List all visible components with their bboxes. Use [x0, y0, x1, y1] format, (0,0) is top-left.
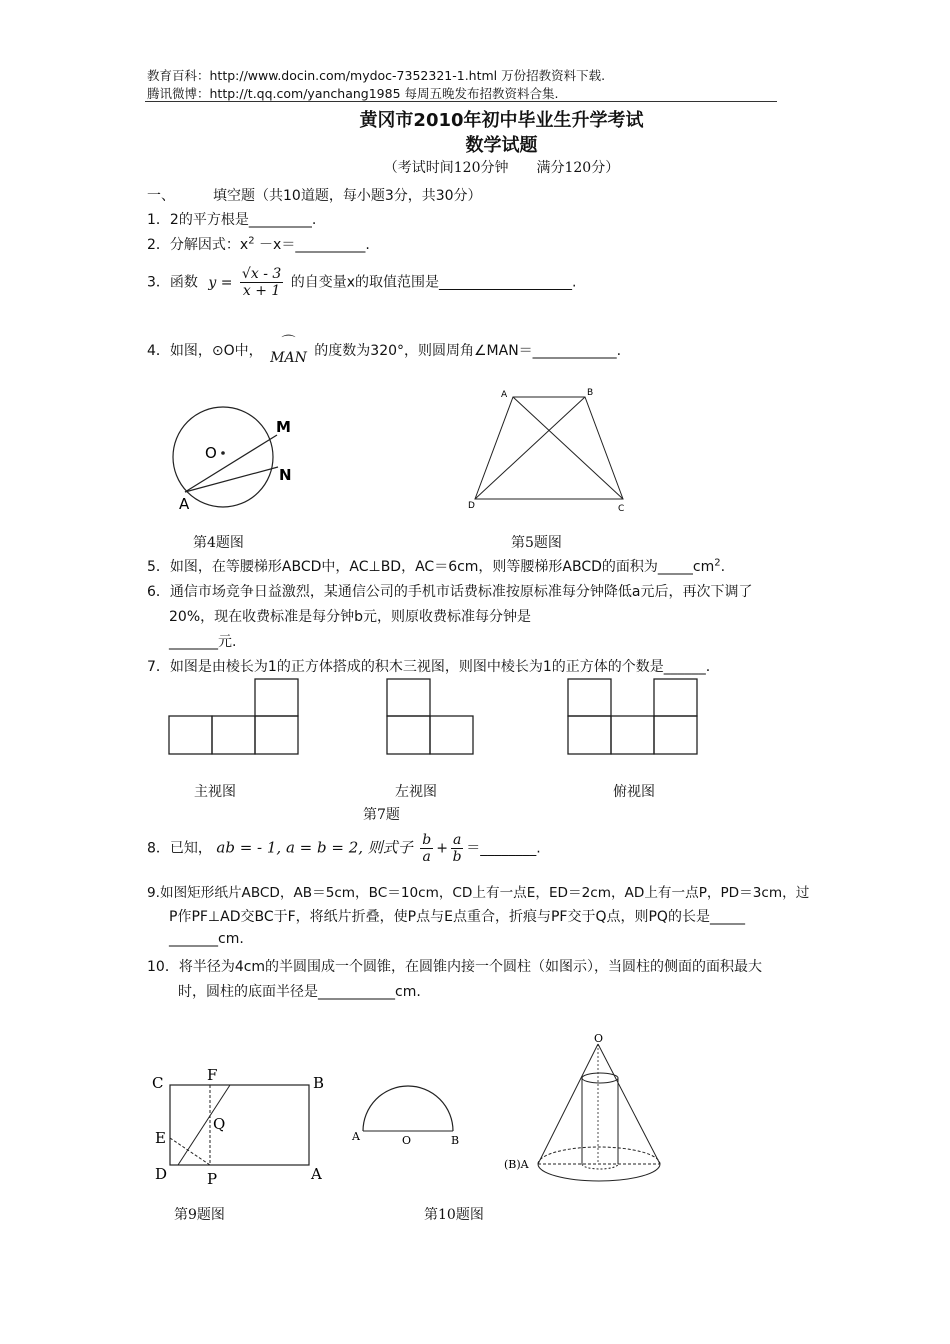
fig9-label-d: D	[155, 1165, 168, 1183]
fig9-label-q: Q	[213, 1115, 226, 1133]
q8-fraction-1	[420, 832, 433, 865]
q5-text: 5．如图，在等腰梯形ABCD中，AC⊥BD，AC＝6cm，则等腰梯形ABCD的面积为_____cm	[147, 559, 715, 575]
fig7-front-label: 主视图	[194, 784, 236, 800]
exam-info: （考试时间120分钟 满分120分）	[383, 160, 620, 176]
figure-7-front-view	[168, 678, 300, 758]
figure-10-semicircle	[345, 1075, 465, 1150]
q8-frac2-den: b	[452, 849, 462, 865]
question-9-line-1: 9.如图矩形纸片ABCD，AB＝5cm，BC＝10cm，CD上有一点E，ED＝2cm，AD上有一点P，PD＝3cm，过	[147, 885, 810, 901]
fig9-label-c: C	[152, 1074, 164, 1092]
section-label: 一、	[147, 188, 175, 204]
fig5-label-c: C	[618, 504, 625, 514]
figure-5-trapezoid	[465, 385, 635, 515]
fig5-label-b: B	[587, 388, 594, 398]
fig10-label-a: A	[352, 1130, 360, 1143]
fig9-label-b: B	[313, 1074, 325, 1092]
header-divider	[145, 101, 777, 102]
fig9-label-a: A	[311, 1165, 322, 1183]
q4-text: 4．如图，⊙O中，	[147, 343, 263, 359]
question-7: 7．如图是由棱长为1的正方体搭成的积木三视图，则图中棱长为1的正方体的个数是______.	[147, 659, 711, 675]
fig7-left-label: 左视图	[395, 784, 437, 800]
q8-tail: ＝________.	[466, 840, 541, 857]
header-line-2: 腾讯微博：http://t.qq.com/yanchang1985 每周五晚发布招教资料合集.	[147, 86, 559, 101]
fig5-label-d: D	[468, 501, 475, 511]
q2-exponent: 2	[248, 235, 255, 247]
fig4-caption: 第4题图	[193, 535, 244, 551]
page-title: 黄冈市2010年初中毕业生升学考试	[359, 110, 644, 131]
fig9-label-p: P	[207, 1170, 218, 1188]
question-9-line-3: _______cm.	[169, 931, 244, 947]
question-1: 1．2的平方根是_________.	[147, 212, 317, 228]
fig4-label-n: N	[279, 466, 292, 484]
q4-arc-label: MAN	[270, 350, 307, 366]
q8-fraction-2	[451, 832, 463, 865]
q8-text: 8．已知，	[147, 840, 212, 857]
figure-7-top-view	[567, 678, 699, 758]
question-3	[147, 266, 576, 299]
q8-plus: +	[436, 840, 448, 857]
fig9-label-e: E	[155, 1129, 166, 1147]
question-6-line-1: 6．通信市场竞争日益激烈，某通信公司的手机市话费标准按原标准每分钟降低a元后，再次下调了	[147, 584, 753, 600]
q8-expression: ab = - 1, a = b = 2, 则式子	[216, 838, 413, 857]
q2-tail: －x＝__________.	[254, 237, 370, 253]
fig4-label-o: O	[205, 444, 217, 462]
q3-text: 3．函数	[147, 274, 198, 291]
section-heading: 填空题（共10道题，每小题3分，共30分）	[213, 188, 482, 204]
page-subtitle: 数学试题	[465, 135, 538, 156]
question-6-line-3: _______元.	[169, 634, 237, 650]
fig10-label-b: B	[451, 1134, 460, 1147]
question-2	[147, 234, 370, 254]
fig10-label-o: O	[402, 1134, 412, 1147]
question-10-line-2: 时，圆柱的底面半径是___________cm.	[178, 984, 421, 1000]
fig10-label-ba: (B)A	[504, 1158, 529, 1171]
figure-10-cone	[500, 1030, 670, 1180]
q3-fraction	[240, 266, 283, 299]
question-5	[147, 556, 725, 576]
question-9-line-2: P作PF⊥AD交BC于F，将纸片折叠，使P点与E点重合，折痕与PF交于Q点，则PQ的长是_____	[169, 909, 745, 925]
question-10-line-1: 10．将半径为4cm的半圆围成一个圆锥，在圆锥内接一个圆柱（如图示），当圆柱的侧面的面积最大	[147, 959, 763, 975]
fig5-label-a: A	[501, 390, 508, 400]
q2-text: 2．分解因式：x	[147, 237, 249, 253]
fig7-caption: 第7题	[363, 807, 400, 823]
question-6-line-2: 20%，现在收费标准是每分钟b元，则原收费标准每分钟是	[169, 609, 532, 625]
fig9-caption: 第9题图	[174, 1207, 225, 1223]
q4-tail: 的度数为320°，则圆周角∠MAN＝____________.	[314, 343, 622, 359]
fig9-label-f: F	[207, 1066, 218, 1084]
fig10-caption: 第10题图	[424, 1207, 484, 1223]
q4-arc: ⌒ MAN	[270, 335, 307, 366]
header-line-1: 教育百科：http://www.docin.com/mydoc-7352321-1.html 万份招教资料下载.	[147, 68, 606, 83]
question-4	[147, 336, 621, 366]
q3-tail: 的自变量x的取值范围是___________________.	[290, 274, 577, 291]
q5-exponent: 2	[714, 557, 721, 569]
q8-frac2-num: a	[452, 832, 462, 848]
q5-end: .	[720, 559, 726, 575]
fig5-caption: 第5题图	[511, 535, 562, 551]
figure-9-rectangle	[150, 1060, 335, 1190]
q8-frac1-den: a	[422, 849, 431, 865]
q3-numerator: √x - 3	[241, 266, 282, 282]
figure-7-left-view	[386, 678, 476, 758]
q3-denominator: x + 1	[242, 283, 281, 299]
fig7-top-label: 俯视图	[613, 784, 655, 800]
fig4-label-a: A	[179, 495, 190, 513]
q3-y: y =	[208, 274, 233, 291]
fig4-label-m: M	[276, 418, 291, 436]
q8-frac1-num: b	[422, 832, 432, 848]
question-8	[147, 832, 541, 865]
fig10-label-apex: O	[594, 1032, 604, 1045]
figure-4-circle	[165, 405, 305, 515]
